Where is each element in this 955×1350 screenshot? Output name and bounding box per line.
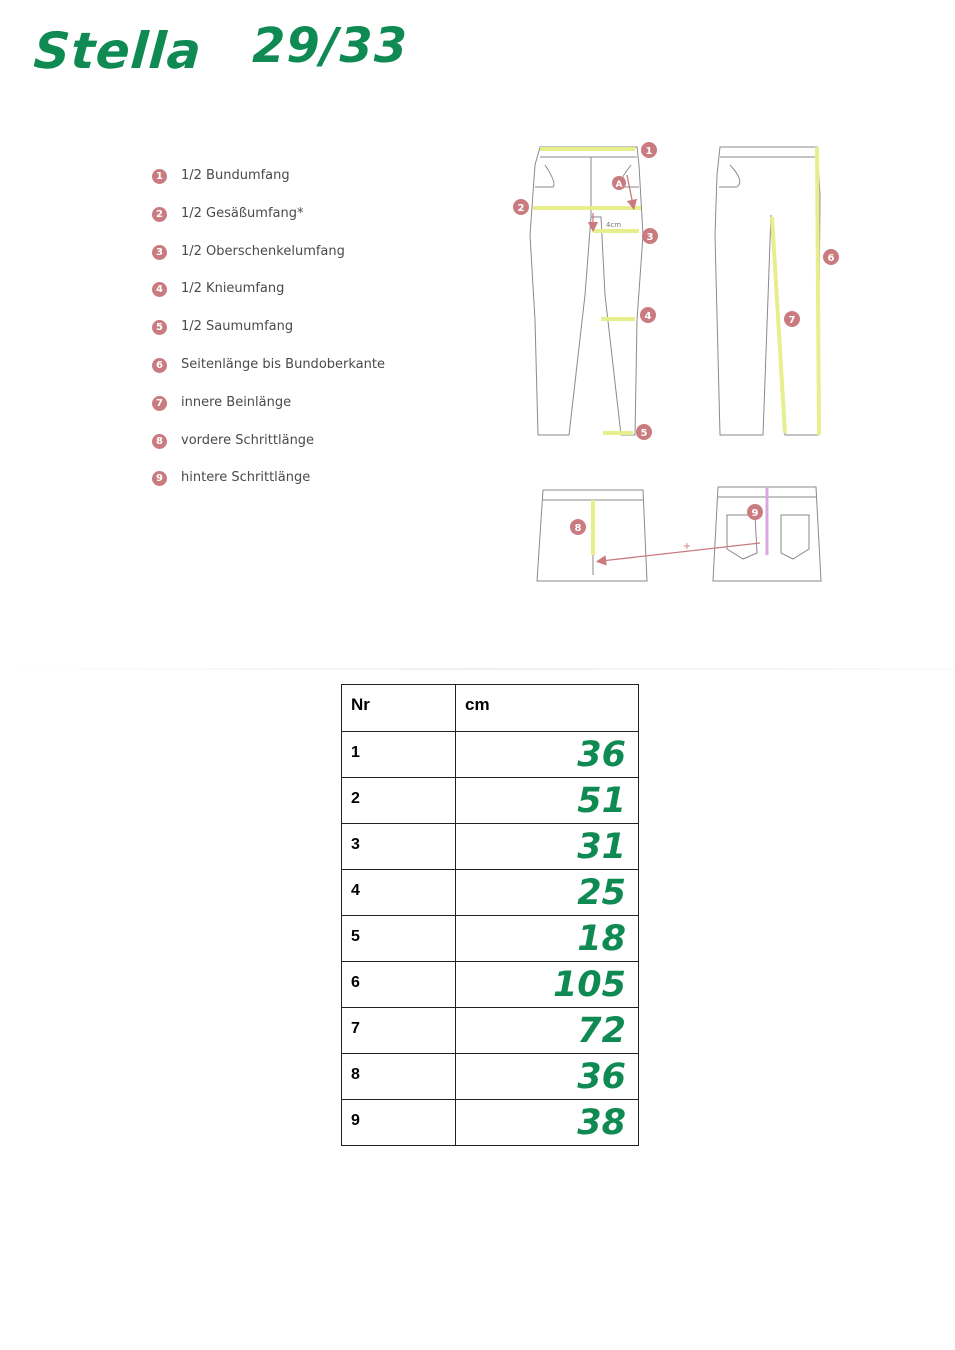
legend-item bbox=[152, 281, 472, 319]
offset-label: 4cm bbox=[606, 221, 622, 229]
legend-item bbox=[152, 168, 472, 206]
handwritten-value: 36 bbox=[456, 1054, 639, 1100]
table-row bbox=[342, 962, 639, 1008]
measurement-legend bbox=[152, 168, 472, 508]
table-row bbox=[342, 778, 639, 824]
badge-2-icon: 2 bbox=[517, 203, 525, 214]
number-badge-icon: 4 bbox=[152, 282, 167, 297]
legend-label: Seitenlänge bis Bundoberkante bbox=[181, 356, 385, 372]
number-badge-icon: 1 bbox=[152, 169, 167, 184]
number-badge-icon: 7 bbox=[152, 396, 167, 411]
row-number: 7 bbox=[342, 1008, 456, 1054]
table-row bbox=[342, 870, 639, 916]
plus-label: + bbox=[682, 541, 692, 552]
diagram-badges bbox=[513, 142, 839, 535]
legend-label: 1/2 Saumumfang bbox=[181, 319, 294, 335]
legend-label: 1/2 Oberschenkelumfang bbox=[181, 243, 345, 259]
number-badge-icon: 8 bbox=[152, 434, 167, 449]
legend-label: 1/2 Gesäßumfang* bbox=[181, 205, 304, 221]
badge-5-icon: 5 bbox=[640, 428, 648, 439]
row-number: 8 bbox=[342, 1054, 456, 1100]
legend-label: vordere Schrittlänge bbox=[181, 432, 315, 448]
legend-item bbox=[152, 206, 472, 244]
side-highlights bbox=[772, 147, 819, 435]
handwritten-value: 36 bbox=[456, 732, 639, 778]
badge-9-icon: 9 bbox=[751, 508, 759, 519]
handwritten-value: 38 bbox=[456, 1100, 639, 1146]
marker-a-label: A bbox=[615, 180, 623, 190]
number-badge-icon: 9 bbox=[152, 471, 167, 486]
row-number: 2 bbox=[342, 778, 456, 824]
marker-a-icon bbox=[612, 176, 626, 190]
column-header-cm: cm bbox=[456, 685, 639, 732]
jeans-measurement-diagram bbox=[505, 135, 845, 585]
handwritten-name: Stella bbox=[31, 22, 204, 80]
table-row bbox=[342, 732, 639, 778]
handwritten-value: 72 bbox=[456, 1008, 639, 1054]
row-number: 3 bbox=[342, 824, 456, 870]
row-number: 1 bbox=[342, 732, 456, 778]
badge-4-icon: 4 bbox=[644, 311, 652, 322]
number-badge-icon: 5 bbox=[152, 320, 167, 335]
legend-label: 1/2 Knieumfang bbox=[181, 281, 285, 297]
legend-label: 1/2 Bundumfang bbox=[181, 168, 290, 183]
legend-item bbox=[152, 470, 472, 508]
handwritten-value: 51 bbox=[456, 778, 639, 824]
legend-item bbox=[152, 244, 472, 282]
front-jeans-figure bbox=[530, 147, 643, 435]
legend-item bbox=[152, 357, 472, 395]
number-badge-icon: 3 bbox=[152, 245, 167, 260]
legend-label: innere Beinlänge bbox=[181, 394, 292, 410]
number-badge-icon: 6 bbox=[152, 358, 167, 373]
handwritten-value: 105 bbox=[456, 962, 639, 1008]
row-number: 5 bbox=[342, 916, 456, 962]
legend-item bbox=[152, 319, 472, 357]
measurement-table bbox=[341, 684, 639, 1146]
row-number: 6 bbox=[342, 962, 456, 1008]
side-jeans-figure bbox=[715, 147, 820, 435]
table-row bbox=[342, 824, 639, 870]
row-number: 9 bbox=[342, 1100, 456, 1146]
badge-1-icon: 1 bbox=[645, 146, 653, 157]
table-row bbox=[342, 1008, 639, 1054]
row-number: 4 bbox=[342, 870, 456, 916]
paper-fold-line bbox=[0, 668, 955, 670]
connect-arrow bbox=[601, 543, 760, 561]
badge-6-icon: 6 bbox=[827, 253, 835, 264]
front-highlights bbox=[533, 149, 641, 433]
table-row bbox=[342, 1100, 639, 1146]
column-header-nr: Nr bbox=[342, 685, 456, 732]
table-row bbox=[342, 916, 639, 962]
table-header-row bbox=[342, 685, 639, 732]
number-badge-icon: 2 bbox=[152, 207, 167, 222]
legend-label: hintere Schrittlänge bbox=[181, 470, 311, 486]
badge-7-icon: 7 bbox=[788, 315, 796, 326]
table-row bbox=[342, 1054, 639, 1100]
handwritten-value: 25 bbox=[456, 870, 639, 916]
badge-8-icon: 8 bbox=[574, 523, 582, 534]
handwritten-size: 29/33 bbox=[252, 18, 409, 74]
handwritten-value: 31 bbox=[456, 824, 639, 870]
handwritten-value: 18 bbox=[456, 916, 639, 962]
legend-item bbox=[152, 433, 472, 471]
badge-3-icon: 3 bbox=[646, 232, 654, 243]
legend-item bbox=[152, 395, 472, 433]
